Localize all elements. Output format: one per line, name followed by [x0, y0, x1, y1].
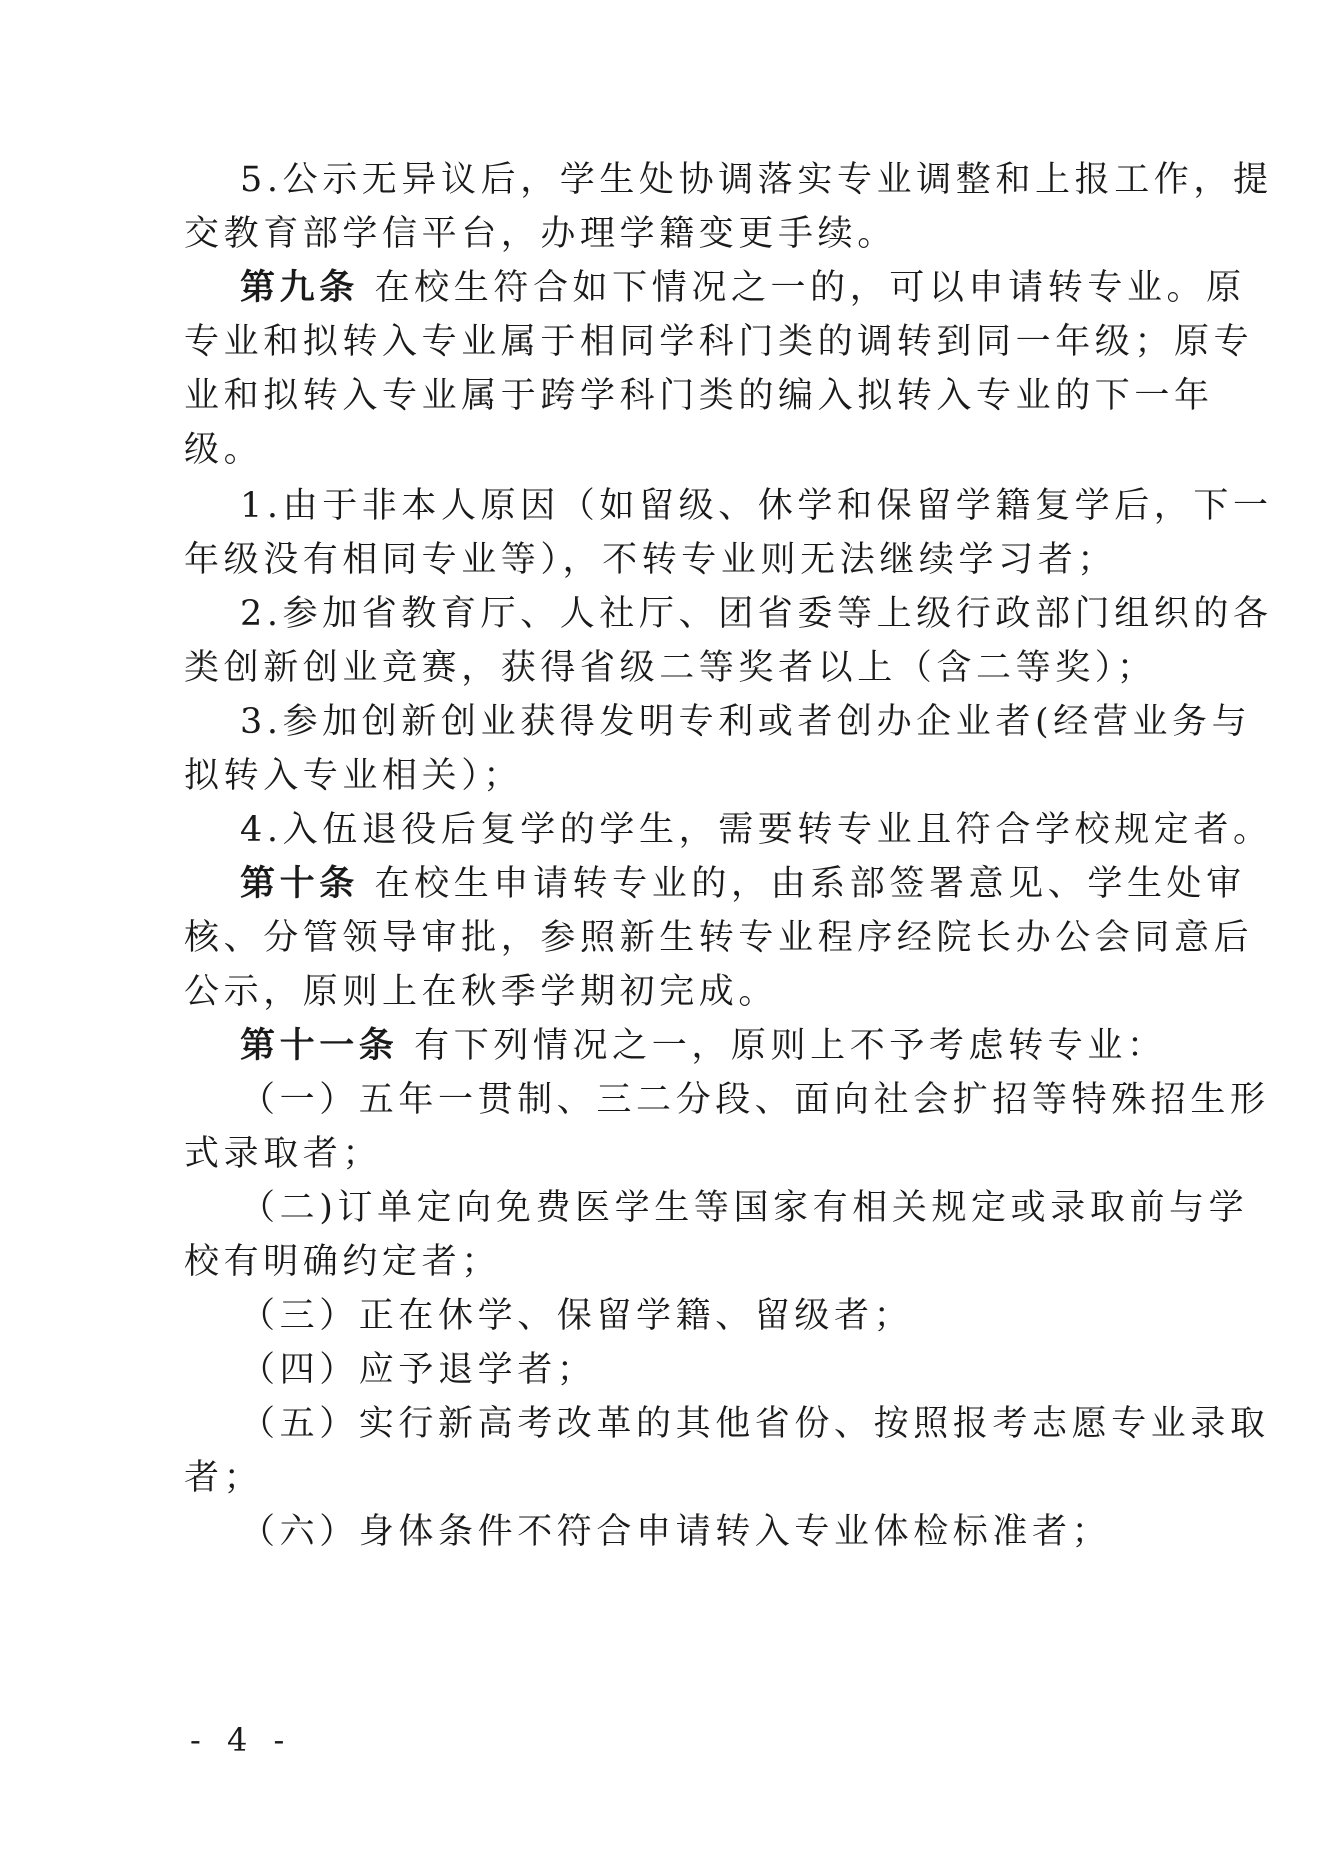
list-item-line: （一）五年一贯制、三二分段、面向社会扩招等特殊招生形 [240, 1080, 1270, 1120]
article-10-text: 在校生申请转专业的，由系部签署意见、学生处审 [358, 864, 1246, 904]
list-item-line: （六）身体条件不符合申请转入专业体检标准者； [240, 1512, 1112, 1552]
list-item-line: （四）应予退学者； [240, 1350, 597, 1390]
article-9-line [240, 268, 1246, 308]
paragraph-line: 核、分管领导审批，参照新生转专业程序经院长办公会同意后 [184, 918, 1254, 958]
article-9-title: 第九条 [240, 267, 359, 308]
list-item-line: 1.由于非本人原因（如留级、休学和保留学籍复学后，下一 [240, 486, 1273, 526]
list-item-line: 校有明确约定者； [184, 1242, 501, 1282]
list-item-line: 2.参加省教育厅、人社厅、团省委等上级行政部门组织的各 [240, 594, 1273, 634]
paragraph-line: 公示，原则上在秋季学期初完成。 [184, 972, 779, 1012]
paragraph-line: 交教育部学信平台，办理学籍变更手续。 [184, 214, 897, 254]
paragraph-line: 业和拟转入专业属于跨学科门类的编入拟转入专业的下一年 [184, 376, 1214, 416]
paragraph-line: 专业和拟转入专业属于相同学科门类的调转到同一年级；原专 [184, 322, 1254, 362]
paragraph-line: 5.公示无异议后，学生处协调落实专业调整和上报工作，提 [240, 160, 1273, 200]
list-item-line: （二)订单定向免费医学生等国家有相关规定或录取前与学 [240, 1188, 1249, 1228]
article-9-text: 在校生符合如下情况之一的，可以申请转专业。原 [358, 268, 1246, 308]
article-11-title: 第十一条 [240, 1025, 399, 1066]
list-item-line: 4.入伍退役后复学的学生，需要转专业且符合学校规定者。 [240, 810, 1273, 850]
list-item-line: 式录取者； [184, 1134, 383, 1174]
article-11-text: 有下列情况之一，原则上不予考虑转专业： [398, 1026, 1167, 1066]
list-item-line: 年级没有相同专业等），不转专业则无法继续学习者； [184, 540, 1117, 580]
list-item-line: 类创新创业竞赛，获得省级二等奖者以上（含二等奖）； [184, 648, 1157, 688]
article-10-line [240, 864, 1246, 904]
list-item-line: （五）实行新高考改革的其他省份、按照报考志愿专业录取 [240, 1404, 1270, 1444]
list-item-line: 拟转入专业相关）； [184, 756, 523, 796]
list-item-line: 者； [184, 1458, 264, 1498]
article-10-title: 第十条 [240, 863, 359, 904]
page-number: - 4 - [190, 1721, 293, 1759]
list-item-line: （三）正在休学、保留学籍、留级者； [240, 1296, 914, 1336]
article-11-line [240, 1026, 1167, 1066]
list-item-line: 3.参加创新创业获得发明专利或者创办企业者(经营业务与 [240, 702, 1252, 742]
paragraph-line: 级。 [184, 430, 264, 470]
